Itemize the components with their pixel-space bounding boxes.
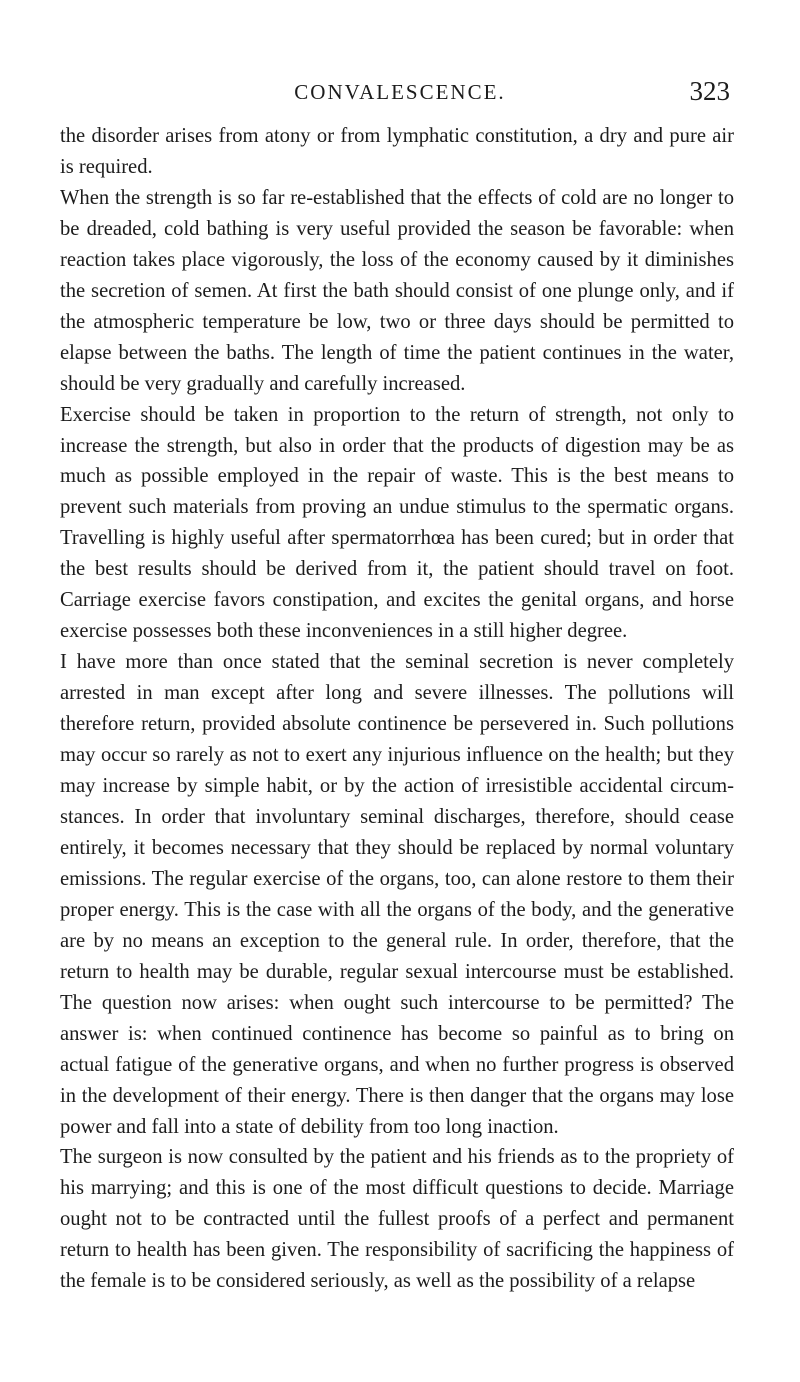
paragraph-seminal-secretion: I have more than once stated that the seminal secretion is never completely arrested in man except after long and severe illnesses. The pollutions will therefore return, provided absolute continence be persevered in. Such pollutions may occur so rarely as not to exert any injurious influence on the health; but they may increase by simple habit, or by the action of irresistible accidental circumstances. In order that involuntary seminal discharges, therefore, should cease entirely, it becomes necessary that they should be replaced by normal voluntary emissions. The regular exercise of the organs, too, can alone restore to them their proper energy. This is the case with all the organs of the body, and the generative are by no means an exception to the general rule. In order, therefore, that the return to health may be durable, regular sexual intercourse must be established. The question now arises: when ought such intercourse to be permitted? The answer is: when continued continence has become so painful as to bring on actual fatigue of the generative organs, and when no further progress is observed in the development of their energy. There is then danger that the organs may lose power and fall into a state of debility from too long inaction. [60,651,734,1138]
running-head [60,76,740,110]
paragraph-exercise: Exercise should be taken in proportion to the return of strength, not only to increase the strength, but also in order that the products of digestion may be as much as possible employed in the repair of waste. This is the best means to prevent such materials from proving an undue stimulus to the spermatic organs. Travelling is highly useful after spermatorrhœa has been cured; but in order that the best results should be derived from it, the patient should travel on foot. Carriage exercise favors constipation, and excites the genital organs, and horse exercise possesses both these inconveniences in a still higher degree. [60,403,734,643]
paragraph-marriage: The surgeon is now consulted by the patient and his friends as to the propriety of his marrying; and this is one of the most difficult questions to decide. Marriage ought not to be contracted until the fullest proofs of a perfect and permanent return to health has been given. The responsibility of sacrificing the happiness of the female is to be considered seriously, as well as the possibility of a relapse [60,1146,734,1293]
paragraph-cold-bathing: When the strength is so far re-established that the effects of cold are no longer to be dreaded, cold bathing is very useful provided the season be favorable: when reaction takes place vigorously, the loss of the economy caused by it diminishes the secretion of semen. At first the bath should consist of one plunge only, and if the atmospheric temperature be low, two or three days should be permitted to elapse between the baths. The length of time the patient continues in the water, should be very gradually and carefully increased. [60,186,734,395]
running-title: CONVALESCENCE. [294,80,506,104]
page-number: 323 [689,76,730,106]
paragraph-continuation: the disorder arises from atony or from lymphatic constitution, a dry and pure air is required. [60,125,734,178]
body-text [60,121,734,1297]
